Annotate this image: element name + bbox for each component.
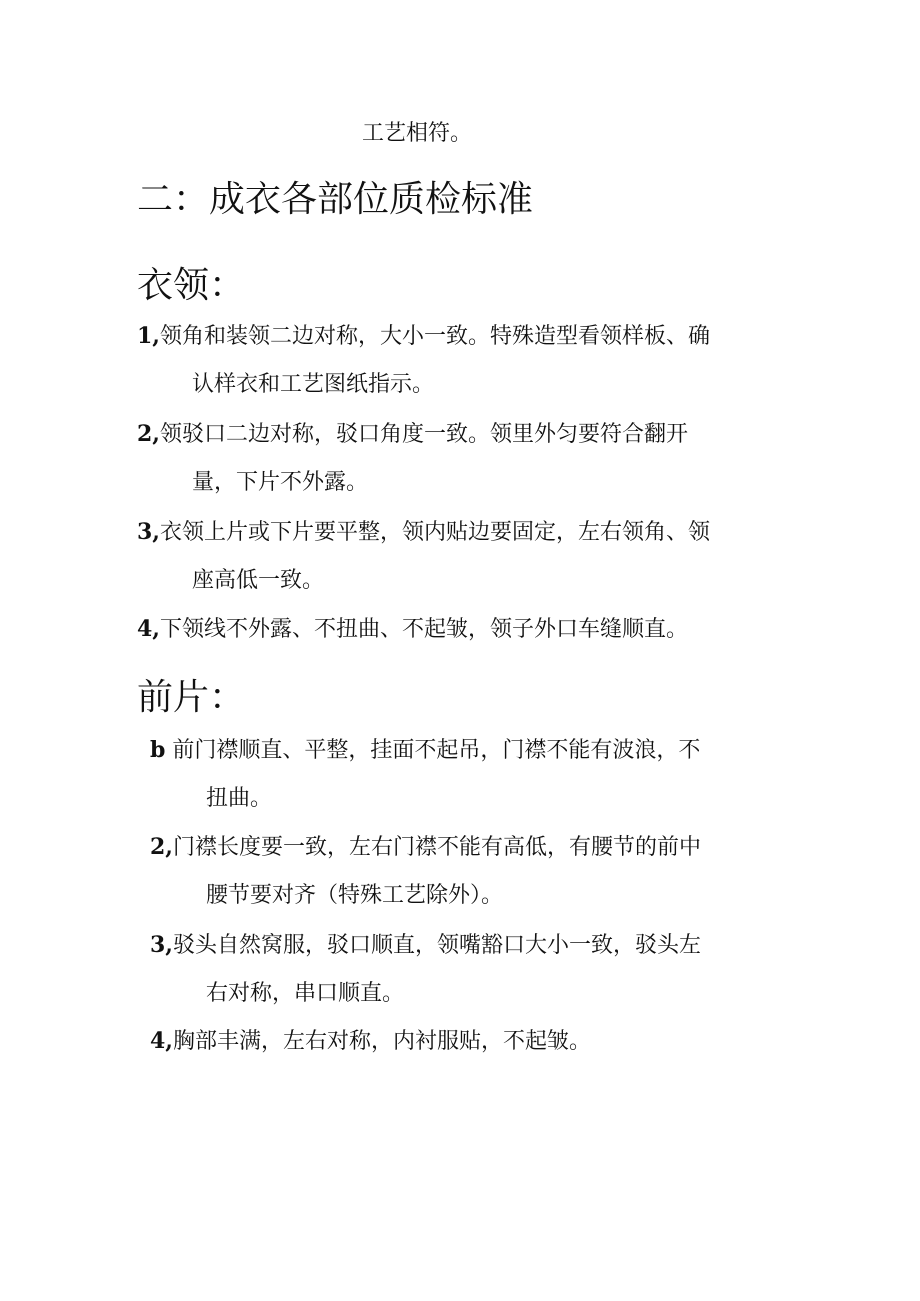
item-number: 2, xyxy=(137,421,160,447)
item-text-line2: 量，下片不外露。 xyxy=(192,470,369,495)
item-text-line2: 认样衣和工艺图纸指示。 xyxy=(192,372,435,397)
item-text-line1: 胸部丰满，左右对称，内衬服贴，不起皱。 xyxy=(172,1029,591,1054)
front-panel-heading: 前片： xyxy=(137,677,246,718)
item-number: b xyxy=(150,737,166,763)
item-text-line1: 领驳口二边对称，驳口角度一致。领里外匀要符合翻开 xyxy=(159,422,688,447)
front-item-3 xyxy=(150,929,701,1006)
front-item-2 xyxy=(150,831,701,908)
item-number: 4, xyxy=(150,1028,173,1054)
item-number: 3, xyxy=(150,932,173,958)
collar-item-1 xyxy=(137,320,710,397)
item-text-line1: 下领线不外露、不扭曲、不起皱，领子外口车缝顺直。 xyxy=(159,617,688,642)
item-text-line1: 驳头自然窝服，驳口顺直，领嘴豁口大小一致，驳头左 xyxy=(172,933,701,958)
continuation-text: 工艺相符。 xyxy=(362,121,473,146)
item-text-line1: 领角和装领二边对称，大小一致。特殊造型看领样板、确 xyxy=(159,324,710,349)
item-text-line1: 前门襟顺直、平整，挂面不起吊，门襟不能有波浪，不 xyxy=(165,738,701,763)
collar-item-3 xyxy=(137,516,710,593)
front-item-1 xyxy=(150,734,701,811)
item-text-line2: 腰节要对齐（特殊工艺除外）。 xyxy=(206,883,504,908)
item-text-line2: 座高低一致。 xyxy=(192,568,325,593)
collar-item-2 xyxy=(137,418,688,495)
collar-item-4 xyxy=(137,613,688,646)
item-text-line1: 衣领上片或下片要平整，领内贴边要固定，左右领角、领 xyxy=(159,520,710,545)
item-text-line1: 门襟长度要一致，左右门襟不能有高低，有腰节的前中 xyxy=(172,835,701,860)
item-number: 4, xyxy=(137,616,160,642)
front-item-4 xyxy=(150,1025,591,1058)
item-number: 1, xyxy=(137,323,160,349)
item-text-line2: 扭曲。 xyxy=(206,786,273,811)
item-number: 2, xyxy=(150,834,173,860)
collar-heading: 衣领： xyxy=(137,265,246,306)
item-number: 3, xyxy=(137,519,160,545)
item-text-line2: 右对称，串口顺直。 xyxy=(206,981,405,1006)
section-title: 二：成衣各部位质检标准 xyxy=(137,179,534,220)
